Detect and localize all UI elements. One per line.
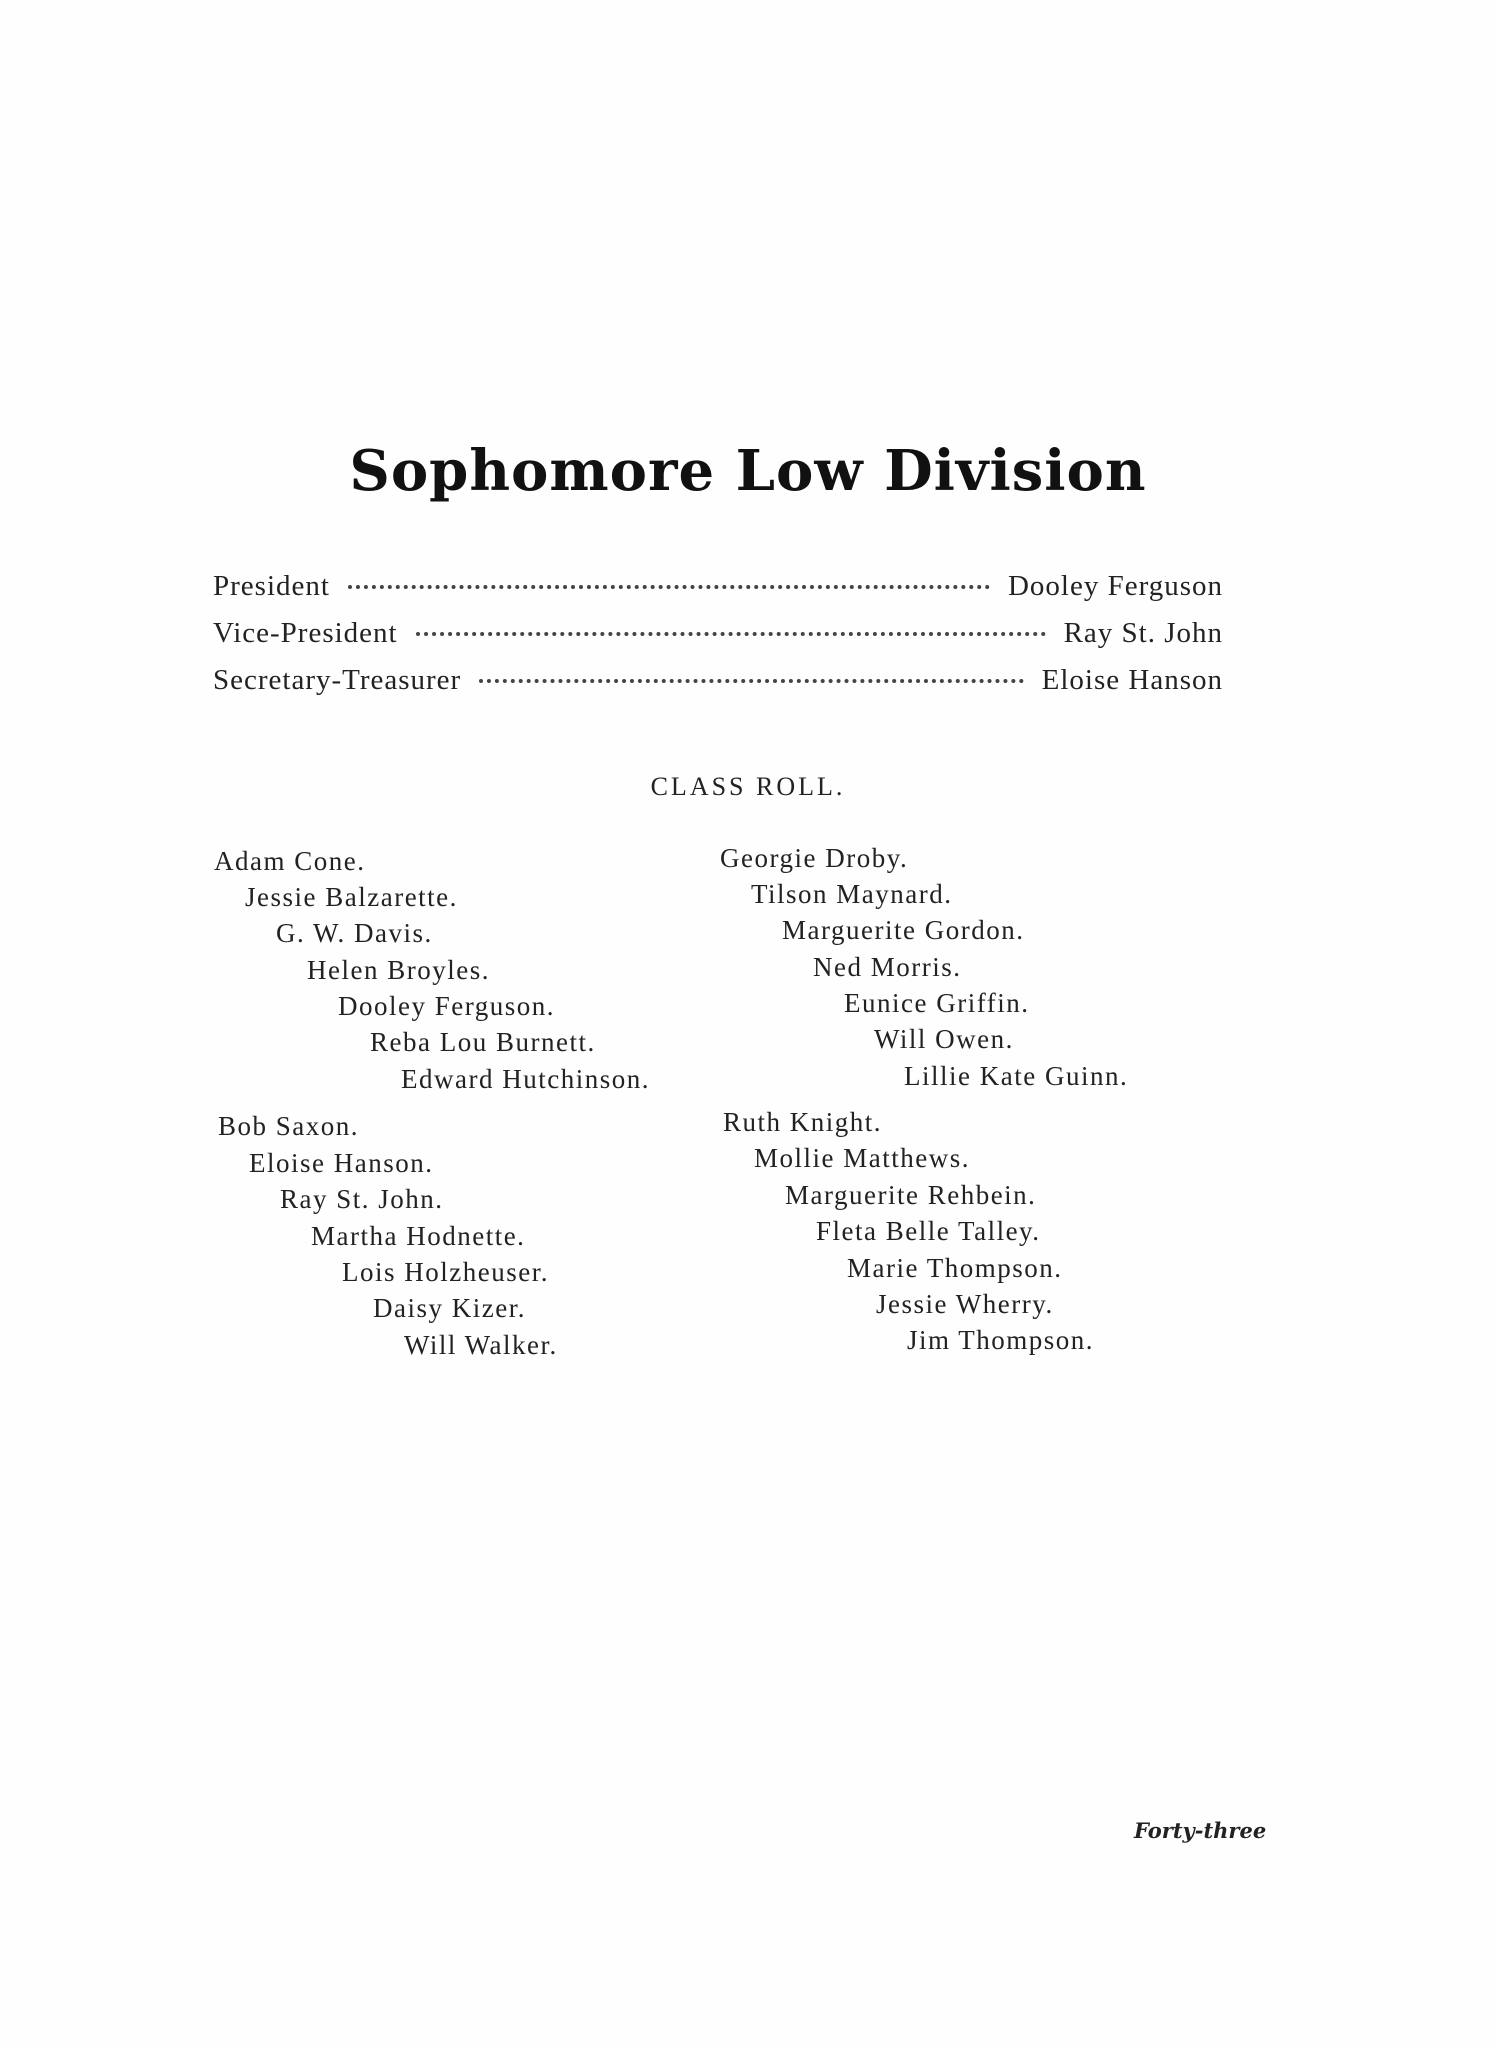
officer-role: President [213, 570, 330, 602]
roll-name: Georgie Droby. [720, 843, 909, 873]
roll-name: Will Walker. [404, 1330, 558, 1360]
roll-name: Marie Thompson. [847, 1253, 1063, 1283]
roll-name: Jessie Balzarette. [245, 882, 458, 912]
roll-name: Edward Hutchinson. [401, 1064, 650, 1094]
class-roll-heading: CLASS ROLL. [650, 772, 846, 801]
officer-role: Secretary-Treasurer [213, 664, 462, 696]
roll-name: Adam Cone. [214, 846, 366, 876]
roll-name: Mollie Matthews. [754, 1143, 970, 1173]
roll-name: Lois Holzheuser. [342, 1257, 549, 1287]
roll-name: Bob Saxon. [218, 1111, 360, 1141]
roll-name: Will Owen. [874, 1024, 1014, 1054]
officer-row-president [213, 570, 1223, 610]
page-number: Forty-three [1134, 1818, 1267, 1843]
roll-name: Marguerite Gordon. [782, 915, 1025, 945]
roll-name: Martha Hodnette. [311, 1221, 526, 1251]
dot-leader [416, 632, 1046, 636]
roll-name: G. W. Davis. [276, 918, 433, 948]
officer-row-secretary-treasurer [213, 664, 1223, 704]
roll-name: Ned Morris. [813, 952, 962, 982]
roll-name: Jim Thompson. [907, 1325, 1095, 1355]
roll-name: Helen Broyles. [307, 955, 490, 985]
roll-name: Marguerite Rehbein. [785, 1180, 1037, 1210]
roll-name: Daisy Kizer. [373, 1293, 526, 1323]
officer-name: Eloise Hanson [1041, 664, 1223, 696]
dot-leader [348, 585, 990, 589]
roll-name: Tilson Maynard. [751, 879, 953, 909]
roll-name: Jessie Wherry. [876, 1289, 1054, 1319]
roll-name: Dooley Ferguson. [338, 991, 555, 1021]
roll-name: Ray St. John. [280, 1184, 444, 1214]
roll-name: Fleta Belle Talley. [816, 1216, 1041, 1246]
page-title: Sophomore Low Division [349, 438, 1147, 504]
officer-role: Vice-President [213, 617, 398, 649]
roll-name: Eloise Hanson. [249, 1148, 434, 1178]
officer-name: Dooley Ferguson [1007, 570, 1223, 602]
officer-row-vice-president [213, 617, 1223, 657]
roll-name: Lillie Kate Guinn. [904, 1061, 1129, 1091]
roll-name: Eunice Griffin. [844, 988, 1030, 1018]
roll-name: Ruth Knight. [723, 1107, 883, 1137]
officer-name: Ray St. John [1063, 617, 1223, 649]
roll-name: Reba Lou Burnett. [370, 1027, 596, 1057]
dot-leader [479, 679, 1023, 683]
